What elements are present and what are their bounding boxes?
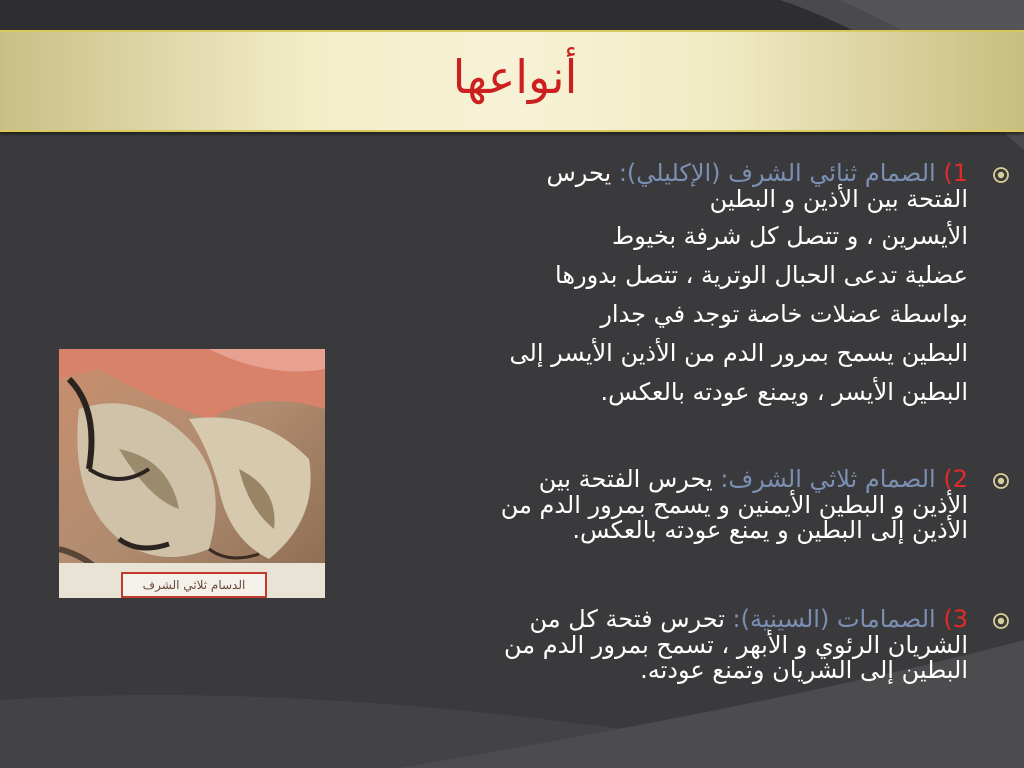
- bullet-line: الأذين و البطين الأيمنين و يسمح بمرور الدم من: [500, 491, 968, 519]
- bullet-lead: يحرس: [546, 159, 619, 187]
- bullet-lead: يحرس الفتحة بين: [538, 465, 721, 493]
- valve-photo: [59, 349, 325, 598]
- bullet-line: البطين إلى الشريان وتمنع عودته.: [640, 656, 968, 684]
- bullet-number: 3): [943, 605, 968, 633]
- bullet-heading: الصمام ثلاثي الشرف:: [720, 465, 936, 493]
- bullet-item-2: [328, 464, 968, 543]
- slide-title: أنواعها: [452, 50, 578, 104]
- bullet-heading: الصمام ثنائي الشرف (الإكليلي):: [618, 159, 936, 187]
- circle-bullet-icon: [992, 472, 1010, 490]
- bullet-line: الشريان الرئوي و الأبهر ، تسمح بمرور الدم من: [503, 631, 968, 659]
- bullet-line: الأذين إلى البطين و يمنع عودته بالعكس.: [572, 516, 968, 544]
- bullet-line: البطين يسمح بمرور الدم من الأذين الأيسر إلى: [509, 339, 968, 367]
- circle-bullet-icon: [992, 612, 1010, 630]
- valve-photo-illustration: [59, 349, 325, 598]
- bullet-item-3: [328, 604, 968, 683]
- bullet-line: عضلية تدعى الحبال الوترية ، تتصل بدورها: [555, 261, 968, 289]
- bullet-line: بواسطة عضلات خاصة توجد في جدار: [600, 300, 968, 328]
- bullet-line: الفتحة بين الأذين و البطين: [709, 185, 968, 213]
- bullet-line: البطين الأيسر ، ويمنع عودته بالعكس.: [600, 378, 968, 406]
- bullet-lead: تحرس فتحة كل من: [529, 605, 733, 633]
- bullet-heading: الصمامات (السينية):: [732, 605, 936, 633]
- photo-caption: الدسام ثلاثي الشرف: [121, 572, 267, 598]
- bullet-number: 2): [943, 465, 968, 493]
- bullet-item-1: [328, 158, 968, 412]
- bullet-number: 1): [943, 159, 968, 187]
- circle-bullet-icon: [992, 166, 1010, 184]
- bullet-line: الأيسرين ، و تتصل كل شرفة بخيوط: [612, 222, 968, 250]
